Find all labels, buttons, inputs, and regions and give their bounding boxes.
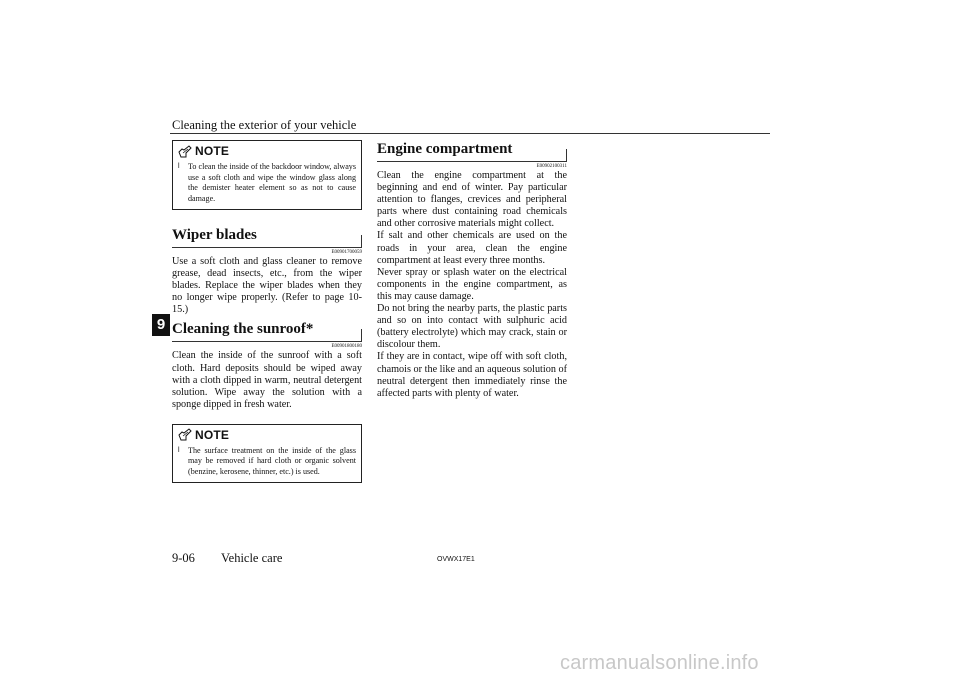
section-body-sunroof: Clean the inside of the sunroof with a soft cloth. Hard deposits should be wiped away with a cloth dipped in warm, neutral detergent solution. Wipe away the solution with a sponge dipped in fresh water. [172, 350, 362, 410]
note-item [178, 162, 356, 204]
section-heading-engine [377, 139, 567, 162]
chapter-tab: 9 [152, 314, 170, 336]
section-body-engine [377, 170, 567, 400]
note-hand-icon [178, 428, 192, 441]
note-label: NOTE [195, 427, 230, 442]
note-item [178, 446, 356, 478]
footer-page-number: 9-06 [172, 551, 195, 565]
right-column [377, 139, 567, 400]
section-body-wiper: Use a soft cloth and glass cleaner to remove grease, dead insects, etc., from the wiper blades. Replace the wiper blades when they no longer wipe properly. (Refer to page 10-15.) [172, 256, 362, 316]
paragraph: If salt and other chemicals are used on the roads in your area, clean the engine compartment at least every three months. [377, 230, 567, 266]
section-code: E00902100311 [536, 164, 567, 169]
note-box-backdoor [172, 140, 362, 210]
paragraph: Do not bring the nearby parts, the plastic parts and so on into contact with sulphuric acid (battery electrolyte) which may crack, stain or discolour them. [377, 303, 567, 351]
note-label: NOTE [195, 144, 230, 158]
note-box-sunroof [172, 424, 362, 484]
section-heading-sunroof [172, 319, 362, 342]
heading-tick [361, 235, 362, 247]
paragraph: If they are in contact, wipe off with soft cloth, chamois or the like and an aqueous solution of neutral detergent then immediately rinse the affected parts with plenty of water. [377, 351, 567, 399]
paragraph: Clean the engine compartment at the beginning and end of winter. Pay particular attention to flanges, crevices and peripheral parts where dust containing road chemicals and other corrosive materials might collect. [377, 170, 567, 230]
note-text: To clean the inside of the backdoor window, always use a soft cloth and wipe the window glass along the demister heater element so as not to cause damage. [188, 162, 356, 203]
section-code: E00901800180 [331, 344, 362, 350]
note-header [178, 428, 356, 442]
note-header [178, 144, 356, 158]
section-heading-wiper [172, 225, 362, 248]
section-title: Wiper blades [172, 227, 257, 243]
heading-tick [361, 329, 362, 341]
left-column [172, 140, 362, 483]
heading-tick [566, 149, 567, 161]
section-code: E00901700059 [331, 250, 362, 255]
footer-document-code: OVWX17E1 [437, 556, 475, 563]
section-title: Engine compartment [377, 141, 513, 157]
bullet: l [178, 446, 180, 454]
paragraph: Never spray or splash water on the electrical components in the engine compartment, as this may cause damage. [377, 266, 567, 302]
footer-section-name: Vehicle care [221, 551, 283, 565]
bullet: l [178, 163, 180, 170]
page-header-title: Cleaning the exterior of your vehicle [172, 118, 357, 132]
watermark: carmanualsonline.info [560, 652, 759, 674]
header-rule [170, 133, 770, 134]
note-hand-icon [178, 145, 192, 158]
section-title: Cleaning the sunroof* [172, 321, 314, 338]
note-text: The surface treatment on the inside of the glass may be removed if hard cloth or organic solvent (benzine, kerosene, thinner, etc.) is used. [188, 445, 356, 476]
